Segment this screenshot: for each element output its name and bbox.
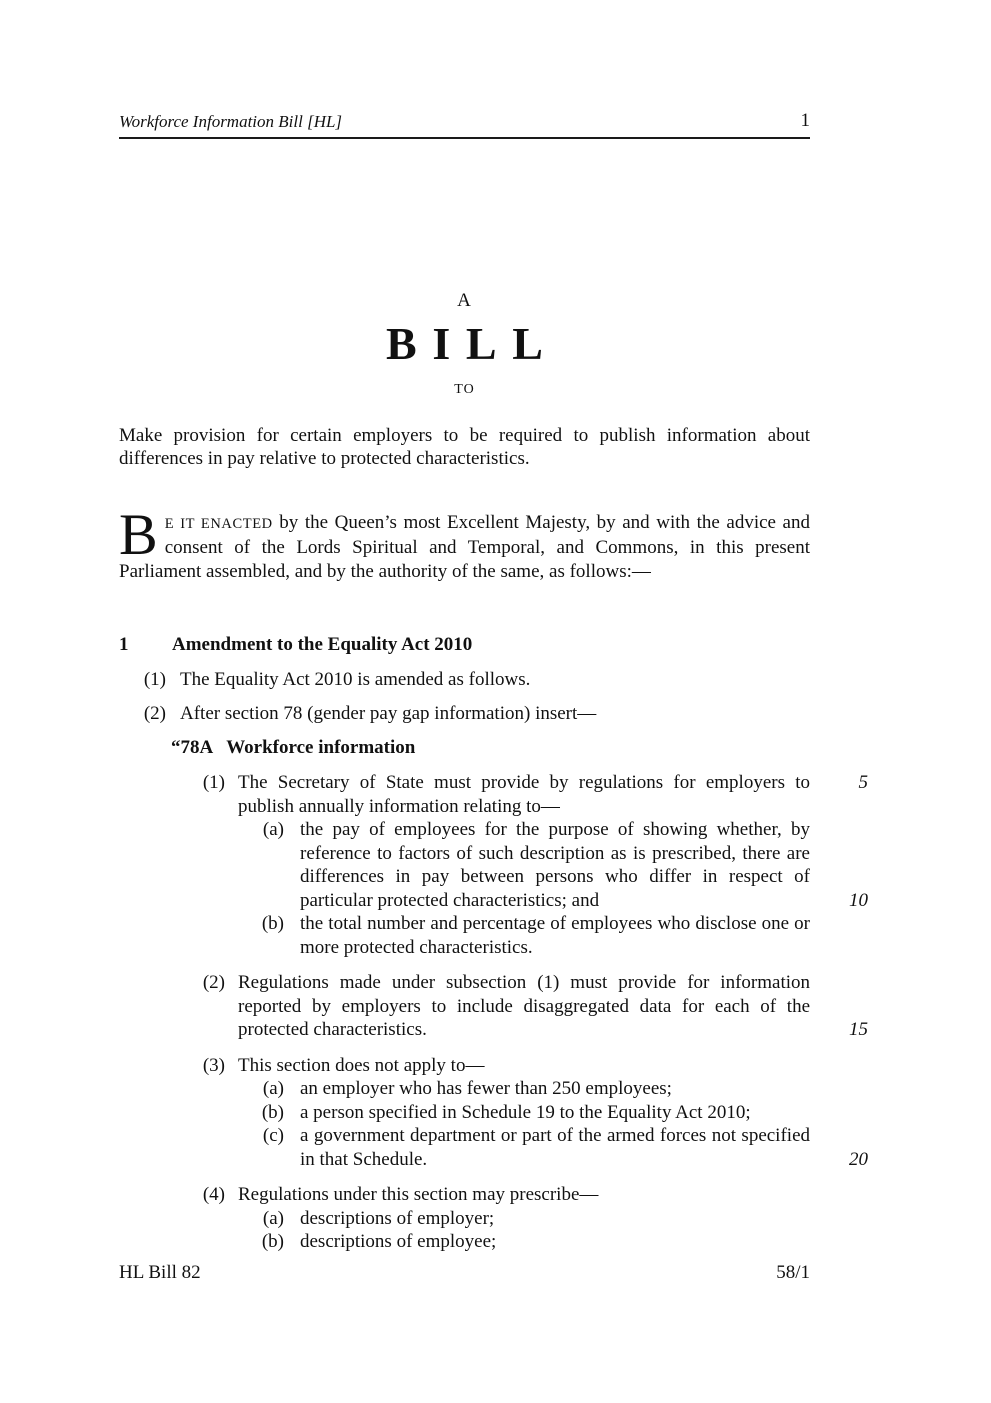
footer-bill-number: HL Bill 82	[119, 1262, 201, 1283]
paragraph-row	[119, 1077, 810, 1101]
paragraph-row	[119, 1101, 810, 1125]
paragraph-text: an employer who has fewer than 250 employees;	[300, 1078, 672, 1099]
paragraph-text: descriptions of employer;	[300, 1207, 495, 1229]
subsection-row	[119, 1183, 810, 1207]
paragraph-row	[119, 1207, 810, 1231]
subsection-row	[119, 771, 868, 818]
subsection-row	[119, 971, 868, 1042]
masthead-bill-title: BILL	[386, 317, 559, 369]
subsection-text: Regulations made under subsection (1) must provide for information reported by employers to include disaggregated data for each of the protected characteristics.	[238, 972, 810, 1040]
subsection-marker: (2)	[143, 703, 166, 724]
page-footer	[119, 1262, 810, 1284]
inserted-section-title: Workforce information	[226, 736, 416, 758]
page-number: 1	[800, 110, 810, 131]
paragraph-text: a person specified in Schedule 19 to the Equality Act 2010;	[300, 1101, 751, 1123]
margin-line-number: 15	[849, 1019, 868, 1040]
enacting-lead: E IT ENACTED	[164, 515, 273, 532]
margin-line-number: 20	[849, 1148, 868, 1170]
running-header	[119, 110, 810, 139]
inserted-section-number: 78A	[180, 736, 214, 758]
subsection-marker: (3)	[202, 1054, 225, 1076]
footer-session-number: 58/1	[776, 1262, 810, 1283]
paragraph-text: the total number and percentage of employees who disclose one or more protected characteristics.	[300, 913, 810, 958]
subsection-text: After section 78 (gender pay gap information) insert—	[180, 703, 597, 724]
subsection-marker: (1)	[202, 772, 225, 793]
enacting-text: by the Queen’s most Excellent Majesty, by and with the advice and consent of the Lords Spiritual and Temporal, and Commons, in this present Parliament assembled, and by the authority of the same, as follows:—	[119, 511, 810, 582]
subsection-row	[119, 1054, 810, 1078]
subsection-text: The Equality Act 2010 is amended as follows.	[180, 668, 531, 690]
paragraph-text: the pay of employees for the purpose of showing whether, by reference to factors of such description as is prescribed, there are differences in pay between persons who differ in respect of particular protected characteristics; and	[300, 819, 810, 911]
enacting-formula	[119, 501, 810, 584]
clause-heading-text: Amendment to the Equality Act 2010	[172, 634, 473, 655]
masthead-to: TO	[454, 381, 475, 397]
paragraph-row	[119, 1230, 810, 1254]
paragraph-row	[119, 818, 868, 912]
margin-line-number: 5	[858, 772, 868, 793]
subsection-text: Regulations under this section may prescribe—	[238, 1184, 599, 1205]
margin-line-number: 10	[849, 889, 868, 911]
paragraph-marker: (b)	[261, 1231, 284, 1252]
paragraph-marker: (a)	[262, 819, 284, 840]
clause-1-heading	[119, 633, 810, 657]
subsection-text: This section does not apply to—	[238, 1054, 485, 1076]
inserted-section-heading	[119, 736, 810, 760]
subsection-row	[119, 668, 810, 692]
drop-cap: B	[119, 501, 158, 567]
paragraph-marker: (b)	[261, 913, 284, 934]
open-quote: “	[171, 736, 181, 758]
paragraph-row	[119, 912, 810, 959]
paragraph-marker: (b)	[261, 1101, 284, 1123]
paragraph-marker: (c)	[262, 1125, 284, 1146]
subsection-row	[119, 702, 810, 726]
clause-number: 1	[119, 634, 129, 655]
paragraph-text: a government department or part of the armed forces not specified in that Schedule.	[300, 1125, 810, 1170]
paragraph-marker: (a)	[262, 1207, 284, 1229]
paragraph-row	[119, 1124, 868, 1171]
subsection-marker: (1)	[143, 668, 166, 690]
subsection-marker: (2)	[202, 972, 225, 993]
paragraph-marker: (a)	[262, 1078, 284, 1099]
paragraph-text: descriptions of employee;	[300, 1231, 497, 1252]
subsection-marker: (4)	[202, 1184, 225, 1205]
subsection-text: The Secretary of State must provide by regulations for employers to publish annually information relating to—	[238, 772, 810, 817]
document-title: Workforce Information Bill [HL]	[119, 112, 343, 131]
long-title: Make provision for certain employers to be required to publish information about differences in pay relative to protected characteristics.	[119, 424, 810, 469]
masthead-a: A	[457, 290, 472, 311]
